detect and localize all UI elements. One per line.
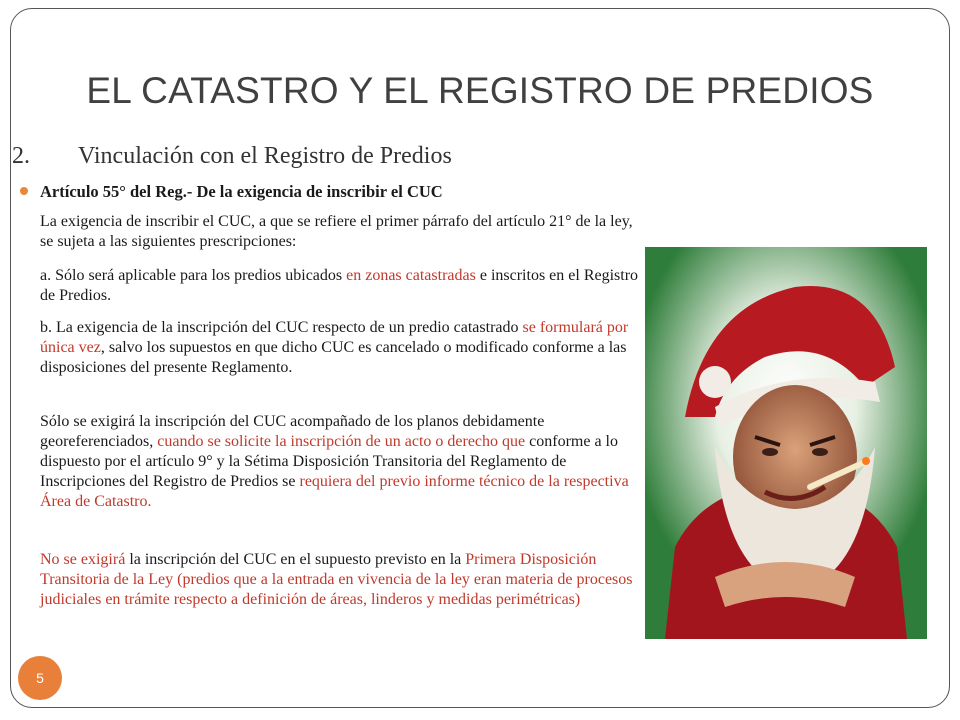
bullet-icon — [20, 187, 28, 195]
highlight-run: en zonas catastradas — [346, 267, 476, 284]
paragraph-no-exigira — [40, 550, 640, 610]
section-number: 2. — [12, 143, 30, 169]
text-run: b. La exigencia de la inscripción del CUC respecto de un predio catastrado — [40, 319, 523, 336]
section-title: Vinculación con el Registro de Predios — [78, 143, 452, 169]
slide-title: EL CATASTRO Y EL REGISTRO DE PREDIOS — [86, 70, 874, 111]
text-run: la inscripción del CUC en el supuesto previsto en la — [125, 551, 466, 568]
bullet-text: Artículo 55° del Reg.- De la exigencia de inscribir el CUC — [40, 182, 443, 201]
highlight-run: Primera Disposición Transitoria de la Ley (predios que a la entrada en vivencia de la ley eran materia de procesos judiciales en trámite respecto a definición de áreas, linderos y medidas perimétricas) — [40, 551, 633, 608]
highlight-run: cuando se solicite la inscripción de un acto o derecho que — [157, 433, 526, 450]
highlight-run: se formulará por única vez — [40, 319, 629, 356]
section-heading — [12, 143, 452, 170]
highlight-run: No se exigirá — [40, 551, 126, 568]
text-run: Sólo se exigirá la inscripción del CUC acompañado de los planos debidamente georeferenciados, — [40, 413, 545, 450]
paragraph-planos — [40, 412, 640, 512]
text-run: conforme a lo dispuesto por el artículo 9° y la Sétima Disposición Transitoria del Reglamento de Inscripciones del Registro de Predios se — [40, 433, 618, 490]
santa-illustration — [645, 247, 927, 639]
highlight-run: requiera del previo informe técnico de la respectiva Área de Catastro. — [40, 473, 629, 510]
bullet-item — [20, 182, 443, 202]
paragraph-b — [40, 318, 640, 378]
text-run: a. Sólo será aplicable para los predios ubicados — [40, 267, 347, 284]
paragraph-a — [40, 266, 640, 306]
text-run: e inscritos en el Registro de Predios. — [40, 267, 639, 304]
page-number-badge: 5 — [18, 656, 62, 700]
paragraph-intro: La exigencia de inscribir el CUC, a que se refiere el primer párrafo del artículo 21° de la ley, se sujeta a las siguientes prescripciones: — [40, 213, 633, 250]
text-run: , salvo los supuestos en que dicho CUC es cancelado o modificado conforme a las disposiciones del presente Reglamento. — [40, 339, 627, 376]
